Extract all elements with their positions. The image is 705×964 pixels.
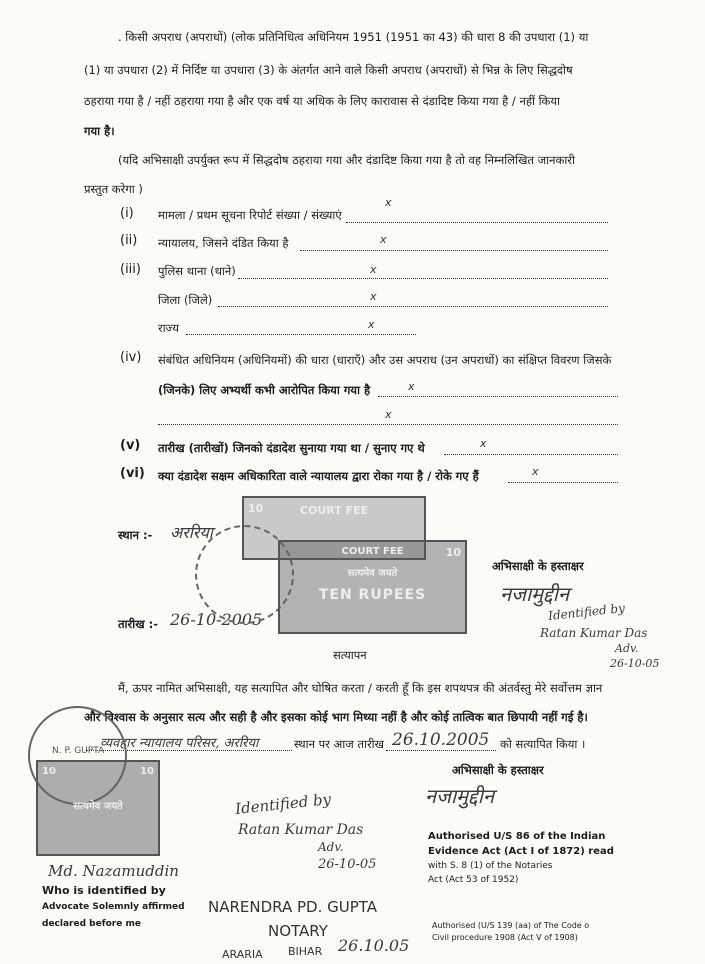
item-iii-district-line — [218, 306, 608, 307]
notary-seal: N. P. GUPTA — [28, 706, 127, 805]
court-fee-stamp-2: COURT FEE सत्यमेव जयते TEN RUPEES 10 — [278, 540, 467, 634]
item-ii-number: (ii) — [120, 233, 138, 248]
notary-small-line-1: Authorised (U/S 139 (aa) of The Code o — [432, 921, 590, 930]
deponent-signature-2: नजामुद्दीन — [425, 784, 495, 808]
deponent-signature: नजामुद्दीन — [500, 582, 570, 606]
instruction-line-2: प्रस्तुत करेगा ) — [84, 182, 143, 196]
header-line-2: (1) या उपधारा (2) में निर्दिष्ट या उपधारा (3) के अंतर्गत आने वाले किसी अपराध (अपराधों) से भिन्न के लिए सिद्धदोष — [84, 63, 573, 77]
notary-place-1: ARARIA — [222, 948, 263, 961]
item-ii-line — [300, 250, 608, 251]
item-i-number: (i) — [120, 206, 134, 221]
identified-bottom-line-1: Identified by — [234, 790, 332, 818]
item-iii-police-x: x — [370, 263, 377, 276]
verification-line-1: मैं, ऊपर नामित अभिसाक्षी, यह सत्यापित और घोषित करता / करती हूँ कि इस शपथपत्र की अंतर्वस्तु मेरे सर्वोत्तम ज्ञान — [118, 681, 603, 695]
verification-date: 26.10.2005 — [392, 730, 490, 750]
item-iv-line-a — [378, 396, 618, 397]
identified-line-2: Ratan Kumar Das — [540, 626, 648, 640]
item-vi-line — [508, 482, 618, 483]
notary-small-line-2: Civil procedure 1908 (Act V of 1908) — [432, 933, 578, 942]
item-iii-number: (iii) — [120, 262, 141, 277]
item-iii-state-line — [186, 334, 416, 335]
item-iii-police-line — [238, 278, 608, 279]
notary-name: NARENDRA PD. GUPTA — [208, 898, 378, 916]
header-line-1: . किसी अपराध (अपराधों) (लोक प्रतिनिधित्व अधिनियम 1951 (1951 का 43) की धारा 8 की उपधारा (1) या — [118, 30, 589, 44]
solemn-line-1: Md. Nazamuddin — [48, 862, 179, 880]
verification-mid: स्थान पर आज तारीख — [294, 737, 385, 751]
item-v-x: x — [480, 437, 487, 450]
item-iv-number: (iv) — [120, 350, 142, 365]
identified-bottom-line-3: Adv. — [318, 840, 344, 854]
place-label: स्थान :- — [118, 528, 153, 542]
item-v-label: तारीख (तारीखों) जिनको दंडादेश सुनाया गया था / सुनाए गए थे — [158, 441, 425, 455]
verification-date-line — [386, 750, 496, 751]
item-iii-district-label: जिला (जिले) — [158, 293, 213, 307]
item-i-label: मामला / प्रथम सूचना रिपोर्ट संख्या / संख्याएं — [158, 208, 342, 222]
verification-title: सत्यापन — [333, 648, 367, 662]
item-ii-label: न्यायालय, जिसने दंडित किया है — [158, 236, 289, 250]
identified-bottom-date: 26-10-05 — [318, 857, 377, 872]
place-value: अररिया — [170, 523, 213, 542]
item-vi-number: (vi) — [120, 466, 145, 481]
item-iv-x-2: x — [385, 408, 392, 421]
date-value: 26-10-2005 — [170, 610, 263, 629]
notary-auth-line-1: Authorised U/S 86 of the Indian — [428, 831, 606, 842]
identified-line-1: Identified by — [547, 601, 626, 623]
notary-auth-line-3: with S. 8 (1) of the Notaries — [428, 861, 553, 871]
item-iv-line-2: (जिनके) लिए अभ्यर्थी कभी आरोपित किया गया है — [158, 383, 371, 397]
notary-date: 26.10.05 — [338, 936, 410, 955]
solemn-line-2: Who is identified by — [42, 884, 166, 897]
header-line-4: गया है। — [84, 124, 115, 138]
notary-auth-line-4: Act (Act 53 of 1952) — [428, 875, 519, 885]
item-iii-district-x: x — [370, 290, 377, 303]
item-iii-police-label: पुलिस थाना (थाने) — [158, 264, 236, 278]
item-i-x: x — [385, 196, 392, 209]
date-label: तारीख :- — [118, 617, 158, 631]
court-fee-stamp-1: COURT FEE 10 — [242, 496, 426, 560]
verification-line-2: और विश्वास के अनुसार सत्य और सही है और इसका कोई भाग मिथ्या नहीं है और कोई तात्विक बात छिपायी नहीं गई है। — [84, 710, 588, 724]
verification-place: व्यवहार न्यायालय परिसर, अररिया — [100, 736, 259, 751]
notary-title: NOTARY — [268, 922, 328, 940]
item-iii-state-label: राज्य — [158, 321, 179, 335]
item-v-number: (v) — [120, 438, 141, 453]
notary-auth-line-2: Evidence Act (Act I of 1872) read — [428, 846, 614, 857]
solemn-line-4: declared before me — [42, 919, 141, 929]
identified-date: 26-10-05 — [610, 657, 660, 670]
item-iii-state-x: x — [368, 318, 375, 331]
item-iv-line-1: संबंधित अधिनियम (अधिनियमों) की धारा (धाराएँ) और उस अपराध (उन अपराधों) का संक्षिप्त विवरण जिसके — [158, 353, 612, 367]
identified-line-3: Adv. — [615, 642, 639, 655]
deponent-signature-label-2: अभिसाक्षी के हस्ताक्षर — [452, 763, 544, 777]
item-v-line — [444, 454, 618, 455]
solemn-line-3: Advocate Solemnly affirmed — [42, 902, 185, 912]
item-vi-x: x — [532, 465, 539, 478]
deponent-signature-label: अभिसाक्षी के हस्ताक्षर — [492, 559, 584, 573]
item-iv-line-b — [158, 424, 618, 425]
item-ii-x: x — [380, 233, 387, 246]
instruction-line-1: (यदि अभिसाक्षी उपर्युक्त रूप में सिद्धदोष ठहराया गया और दंडादिष्ट किया गया है तो वह निम्नलिखित जानकारी — [118, 153, 575, 167]
item-iv-x-1: x — [408, 380, 415, 393]
item-i-line — [346, 222, 608, 223]
header-line-3: ठहराया गया है / नहीं ठहराया गया है और एक वर्ष या अधिक के लिए कारावास से दंडादिष्ट किया गया है / नहीं किया — [84, 94, 561, 108]
item-vi-label: क्या दंडादेश सक्षम अधिकारिता वाले न्यायालय द्वारा रोका गया है / रोके गए हैं — [158, 469, 479, 483]
notary-stamp: 10 10 सत्यमेव जयते — [36, 760, 160, 856]
verification-end: को सत्यापित किया । — [500, 737, 586, 751]
notary-place-2: BIHAR — [288, 945, 323, 958]
identified-bottom-line-2: Ratan Kumar Das — [238, 822, 364, 838]
